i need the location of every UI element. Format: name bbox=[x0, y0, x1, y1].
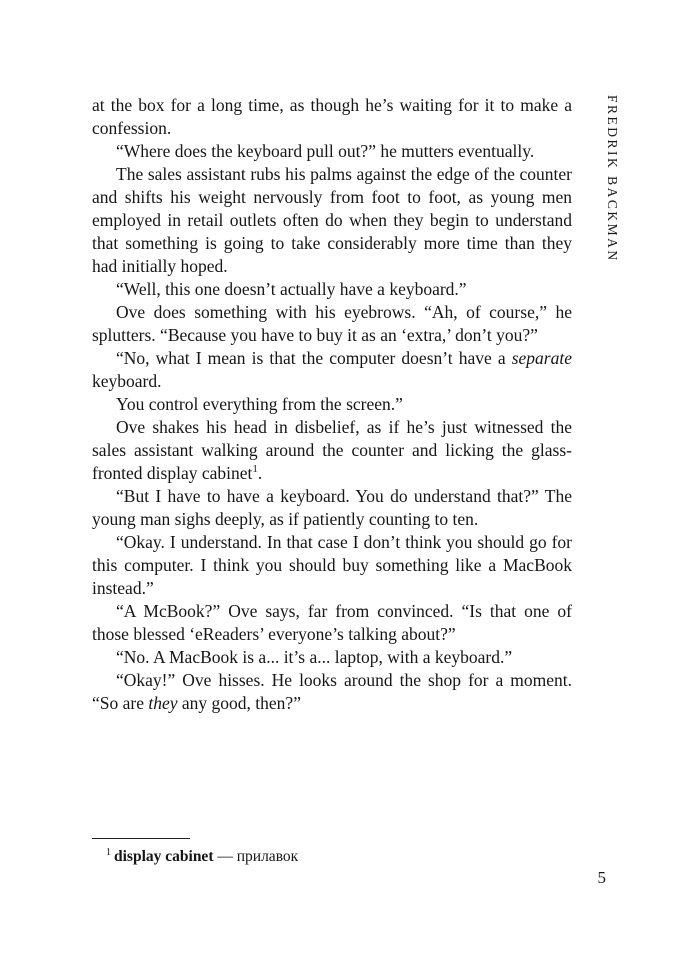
body-text bbox=[92, 94, 572, 715]
page-number: 5 bbox=[597, 868, 606, 887]
footnote-term: display cabinet bbox=[114, 848, 214, 865]
footnote-rule bbox=[92, 838, 190, 839]
paragraph: “Okay. I understand. In that case I don’t think you should go for this computer. I think you should buy something like a MacBook instead.” bbox=[92, 532, 572, 598]
paragraph: “Well, this one doesn’t actually have a keyboard.” bbox=[116, 279, 467, 299]
paragraph: Ove shakes his head in disbelief, as if he’s just witnessed the sales assistant walking around the counter and licking the glass-fronted display cabinet$^1$. bbox=[92, 417, 572, 483]
paragraph: “Where does the keyboard pull out?” he mutters eventually. bbox=[116, 141, 535, 161]
paragraph: “No, what I mean is that the computer doesn’t have a separate keyboard. bbox=[92, 348, 572, 391]
paragraph: The sales assistant rubs his palms against the edge of the counter and shifts his weight nervously from foot to foot, as young men employed in retail outlets often do when they begin to understand that something is going to take considerably more time than they had initially hoped. bbox=[92, 164, 572, 276]
footnote-marker: 1 bbox=[106, 846, 111, 858]
paragraph: “A McBook?” Ove says, far from convinced. “Is that one of those blessed ‘eReaders’ everyone’s talking about?” bbox=[92, 601, 572, 644]
paragraph: “But I have to have a keyboard. You do understand that?” The young man sighs deeply, as if patiently counting to ten. bbox=[92, 486, 572, 529]
footnote bbox=[92, 838, 572, 867]
footnote-definition: — прилавок bbox=[213, 848, 299, 865]
paragraph: You control everything from the screen.” bbox=[116, 394, 403, 414]
paragraph: “No. A MacBook is a... it’s a... laptop, with a keyboard.” bbox=[116, 647, 513, 667]
paragraph: Ove does something with his eyebrows. “Ah, of course,” he splutters. “Because you have to buy it as an ‘extra,’ don’t you?” bbox=[92, 302, 572, 345]
author-sidebar: FREDRIK BACKMAN bbox=[605, 95, 620, 263]
footnote-line bbox=[92, 846, 572, 867]
paragraph: “Okay!” Ove hisses. He looks around the shop for a moment. “So are they any good, then?” bbox=[92, 670, 572, 713]
paragraph: at the box for a long time, as though he’s waiting for it to make a confession. bbox=[92, 95, 572, 138]
